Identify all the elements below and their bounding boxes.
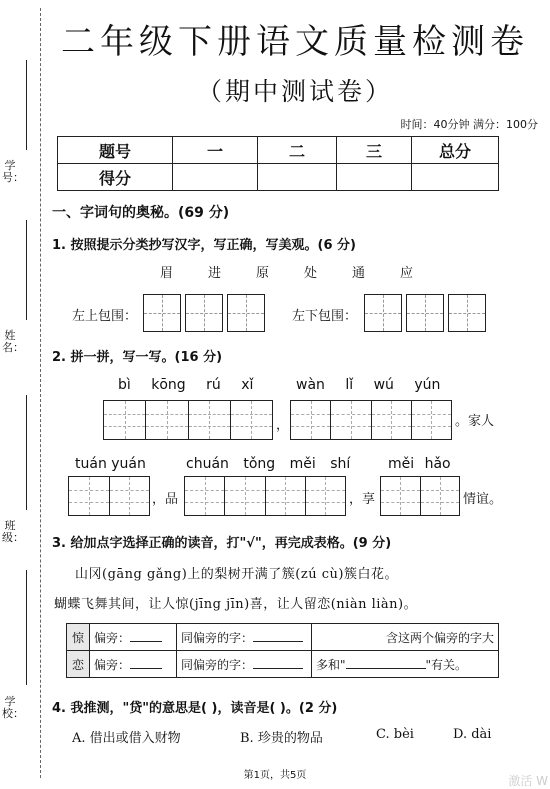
question-2-text: 2. 拼一拼，写一写。(16 分) xyxy=(52,350,223,365)
section-heading: 一、字词句的奥秘。(69 分) xyxy=(52,205,230,221)
same-radical-text: 同偏旁的字： xyxy=(181,657,254,672)
school-label: 学校： xyxy=(2,695,24,720)
writing-grid-a[interactable] xyxy=(143,294,269,332)
writing-cell[interactable] xyxy=(227,294,265,332)
punct-comma: ， xyxy=(276,418,290,433)
class-label: 班级： xyxy=(2,519,24,544)
meaning-blank[interactable] xyxy=(346,668,426,669)
writing-cell[interactable] xyxy=(406,294,444,332)
pinyin-5: měi hǎo xyxy=(388,456,451,472)
question-4 xyxy=(52,697,337,716)
sentence-mid-1: ，品 xyxy=(152,492,179,507)
student-id-line xyxy=(26,60,27,150)
pinyin-grid-2[interactable] xyxy=(290,400,452,440)
pinyin-grid-4[interactable] xyxy=(184,476,346,516)
table-char: 惊 xyxy=(67,624,90,651)
option-d[interactable]: D. dài xyxy=(453,727,492,742)
pinyin-2: wàn lǐ wú yún xyxy=(296,377,441,393)
page-subtitle: （期中测试卷） xyxy=(196,77,393,106)
binding-dashed-line xyxy=(40,8,41,778)
question-1 xyxy=(52,234,356,253)
right-text-1: 含这两个偏旁的字大 xyxy=(312,624,499,651)
pinyin-1: bì kōng rú xǐ xyxy=(118,377,254,393)
score-header-cell: 三 xyxy=(337,137,412,164)
sentence-mid-2: ，享 xyxy=(349,492,376,507)
radical-label xyxy=(90,651,177,678)
sentence-end-2: 情谊。 xyxy=(463,492,503,507)
score-cell[interactable] xyxy=(258,164,337,191)
label-left-bottom: 左下包围： xyxy=(292,309,358,324)
score-header-cell: 二 xyxy=(258,137,337,164)
right-text-2b: "有关。 xyxy=(425,657,468,672)
pinyin-grid-3[interactable] xyxy=(68,476,150,516)
option-b[interactable]: B. 珍贵的物品 xyxy=(240,731,323,746)
class-line xyxy=(26,395,27,510)
question-2 xyxy=(52,346,222,365)
score-header-cell: 总分 xyxy=(412,137,499,164)
question-1-text: 1. 按照提示分类抄写汉字，写正确，写美观。(6 分) xyxy=(52,238,356,253)
page-title: 二年级下册语文质量检测卷 xyxy=(61,22,529,62)
pinyin-grid-5[interactable] xyxy=(380,476,460,516)
same-radical-label xyxy=(177,651,312,678)
char-row xyxy=(160,262,448,281)
score-header-cell: 一 xyxy=(173,137,258,164)
question-4-text: 4. 我推测，"贷"的意思是( )，读音是( )。(2 分) xyxy=(52,701,338,716)
char-item: 原 xyxy=(256,266,270,281)
score-table xyxy=(57,136,499,191)
name-label: 姓名： xyxy=(2,329,24,354)
radical-text: 偏旁： xyxy=(94,630,131,645)
right-text-2a: 多和" xyxy=(316,657,346,672)
score-cell[interactable] xyxy=(337,164,412,191)
char-item: 应 xyxy=(400,266,414,281)
option-c[interactable]: C. bèi xyxy=(376,727,414,742)
writing-grid-b[interactable] xyxy=(364,294,490,332)
radical-label xyxy=(90,624,177,651)
pinyin-grid-1[interactable] xyxy=(103,400,273,440)
score-cell[interactable] xyxy=(173,164,258,191)
question-3 xyxy=(52,532,391,551)
name-line xyxy=(26,220,27,320)
radical-blank[interactable] xyxy=(130,641,162,642)
radical-blank[interactable] xyxy=(130,668,162,669)
page-footer: 第1页，共5页 xyxy=(243,770,307,781)
score-cell[interactable] xyxy=(412,164,499,191)
writing-cell[interactable] xyxy=(364,294,402,332)
question-3-text: 3. 给加点字选择正确的读音，打"√"，再完成表格。(9 分) xyxy=(52,536,392,551)
option-a[interactable]: A. 借出或借入财物 xyxy=(72,731,181,746)
writing-cell[interactable] xyxy=(143,294,181,332)
same-radical-blank[interactable] xyxy=(253,641,303,642)
table-char: 恋 xyxy=(67,651,90,678)
right-text-2 xyxy=(312,651,499,678)
student-id-label: 学号： xyxy=(2,159,24,184)
score-row-label: 得分 xyxy=(58,164,173,191)
pinyin-4: chuán tǒng měi shí xyxy=(186,456,351,472)
same-radical-blank[interactable] xyxy=(253,668,303,669)
time-info: 时间：40分钟 满分：100分 xyxy=(400,118,538,131)
same-radical-text: 同偏旁的字： xyxy=(181,630,254,645)
label-left-top: 左上包围： xyxy=(72,309,138,324)
radical-text: 偏旁： xyxy=(94,657,131,672)
char-item: 进 xyxy=(208,266,222,281)
char-item: 通 xyxy=(352,266,366,281)
watermark: 激活 W xyxy=(508,774,548,788)
writing-cell[interactable] xyxy=(185,294,223,332)
writing-cell[interactable] xyxy=(448,294,486,332)
sentence-end-1: 。家人 xyxy=(455,414,495,429)
char-item: 眉 xyxy=(160,266,174,281)
q3-sentence-2: 蝴蝶飞舞其间，让人惊(jīng jīn)喜，让人留恋(niàn liàn)。 xyxy=(54,597,418,612)
char-item: 处 xyxy=(304,266,318,281)
same-radical-label xyxy=(177,624,312,651)
pinyin-3: tuán yuán xyxy=(75,456,146,472)
q3-sentence-1: 山冈(gāng gǎng)上的梨树开满了簇(zú cù)簇白花。 xyxy=(75,567,398,582)
radical-table xyxy=(66,623,499,678)
school-line xyxy=(26,570,27,685)
score-header-cell: 题号 xyxy=(58,137,173,164)
